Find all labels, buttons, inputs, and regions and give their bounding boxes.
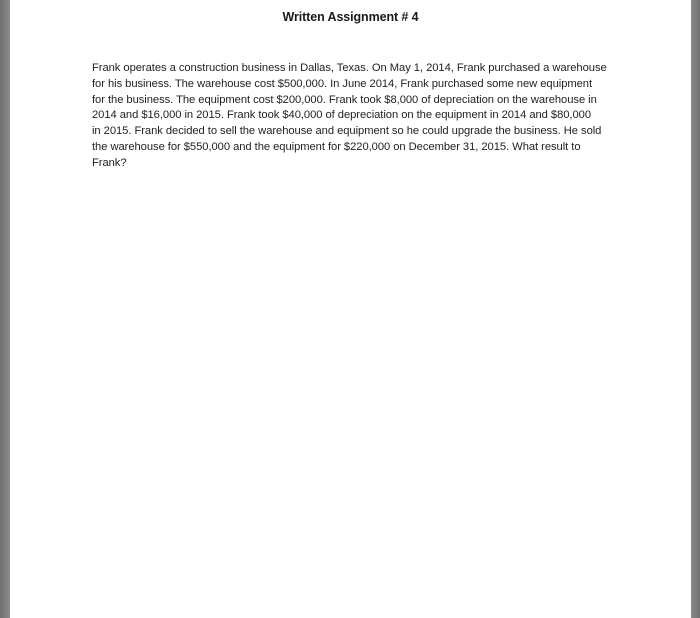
- left-page-edge: [0, 0, 10, 618]
- paragraph-line: in 2015. Frank decided to sell the warehouse and equipment so he could upgrade the business. He sold: [92, 125, 602, 137]
- paragraph-line: 2014 and $16,000 in 2015. Frank took $40,000 of depreciation on the equipment in 2014 and $80,000: [92, 109, 591, 121]
- paragraph-line: the warehouse for $550,000 and the equipment for $220,000 on December 31, 2015. What result to: [92, 141, 581, 153]
- paragraph-line: for his business. The warehouse cost $500,000. In June 2014, Frank purchased some new equipment: [92, 78, 593, 90]
- paragraph-line: for the business. The equipment cost $200,000. Frank took $8,000 of depreciation on the warehouse in: [92, 94, 597, 106]
- document-title: Written Assignment # 4: [282, 10, 419, 24]
- paragraph-line: Frank operates a construction business in Dallas, Texas. On May 1, 2014, Frank purchased a warehouse: [92, 62, 607, 74]
- paragraph-line: Frank?: [92, 157, 127, 169]
- right-page-edge: [691, 0, 700, 618]
- document-page: [10, 0, 691, 618]
